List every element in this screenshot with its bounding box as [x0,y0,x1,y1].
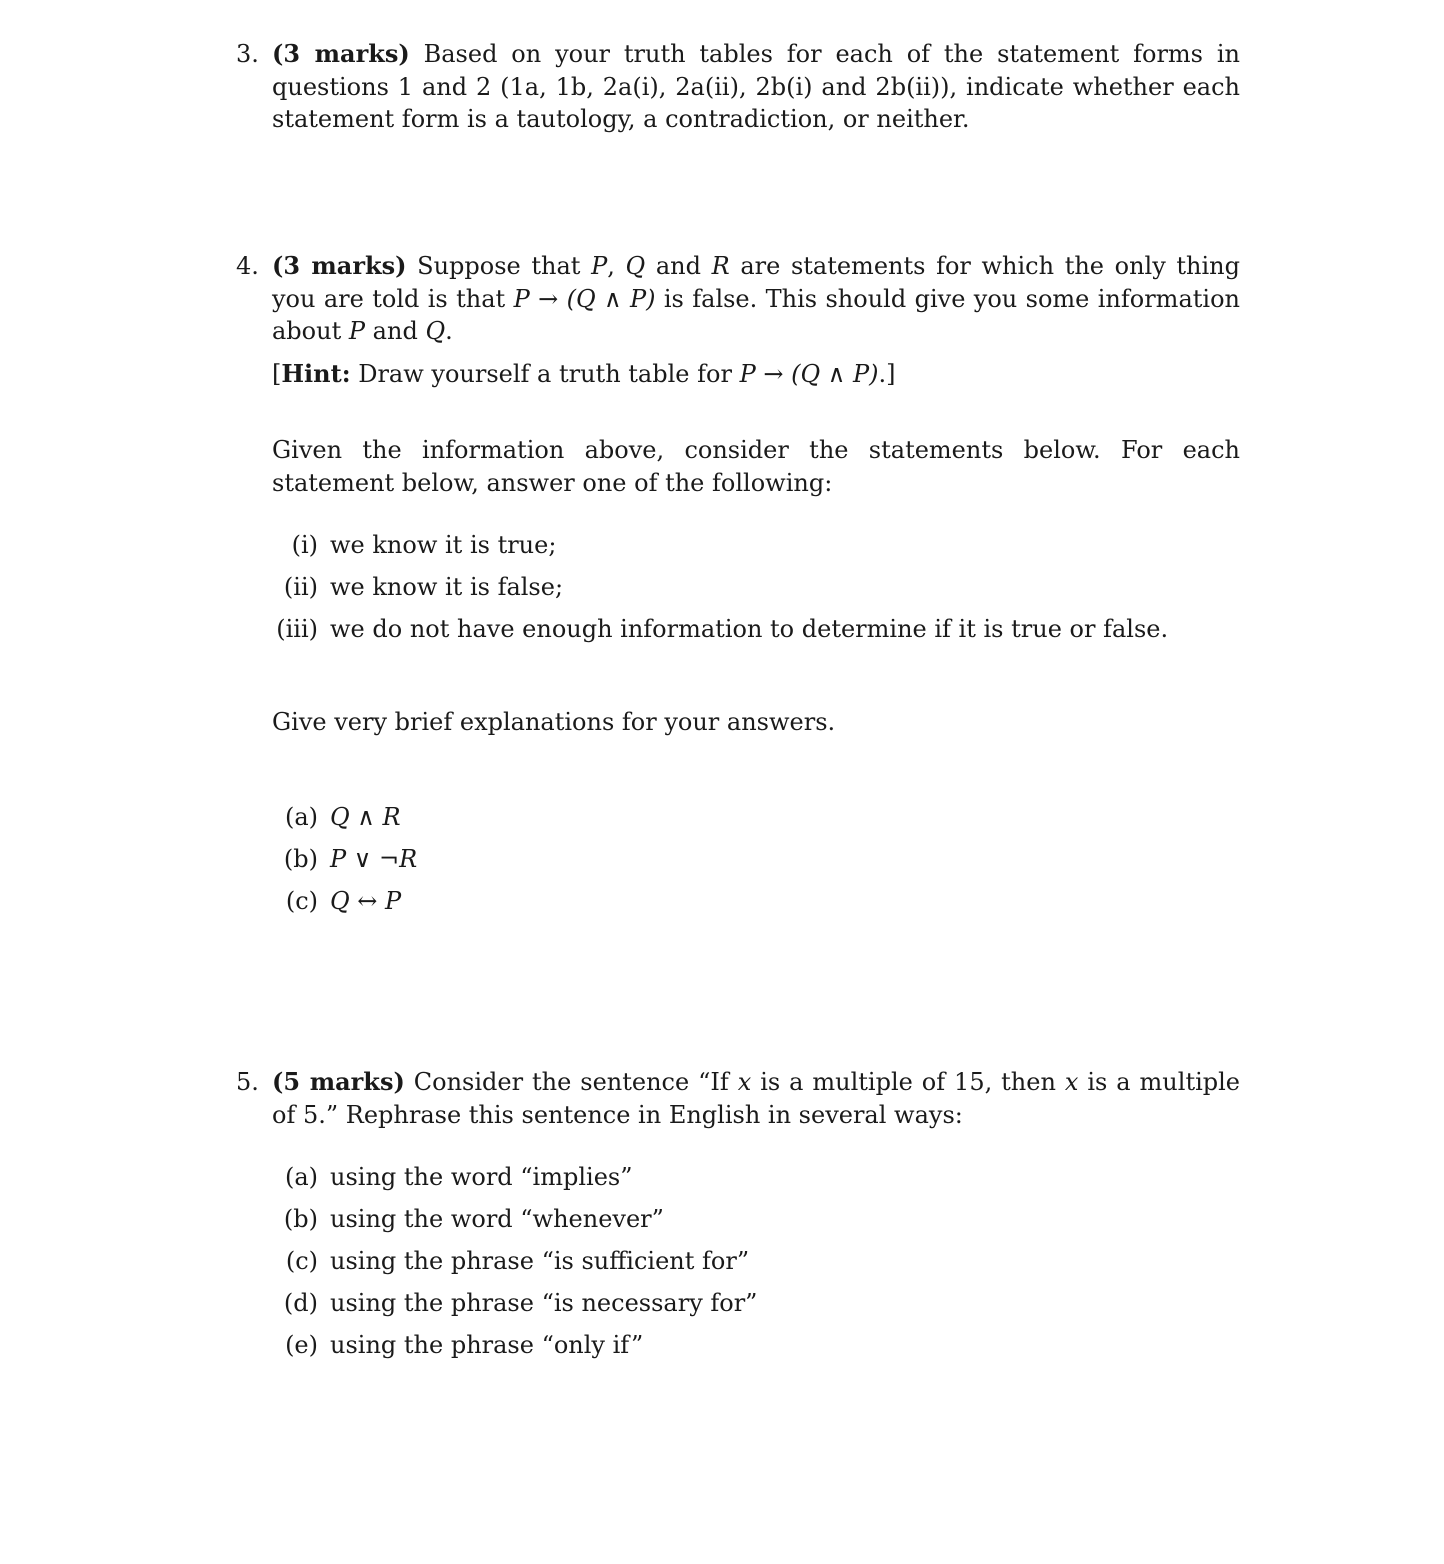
part-text: using the phrase “is sufficient for” [330,1247,750,1275]
question-text: Consider the sentence “If [413,1068,729,1096]
comma: , [607,252,615,280]
rephrase-item [272,1245,749,1277]
part-label: (b) [283,1205,318,1233]
option-text: we do not have enough information to determine if it is true or false. [330,615,1169,643]
option-label: (i) [291,531,318,559]
statement-label: (c) [285,887,318,915]
option-text: we know it is true; [330,531,557,559]
hint-text: Draw yourself a truth table for [358,360,732,388]
part-label: (d) [283,1289,318,1317]
and-word: and [372,317,418,345]
part-text: using the phrase “is necessary for” [330,1289,758,1317]
question-number: 3. [236,40,259,68]
option-text: we know it is false; [330,573,564,601]
statement-formula: Q ↔ P [330,887,402,915]
part-label: (c) [285,1247,318,1275]
question-text: is a multiple of 15, then [760,1068,1056,1096]
statement-label: (a) [284,803,318,831]
statement-label: (b) [283,845,318,873]
part-label: (a) [284,1163,318,1191]
question-body [272,1066,1240,1131]
var-q: Q [625,252,646,280]
rephrase-item [272,1203,664,1235]
part-text: using the word “implies” [330,1163,633,1191]
question-5 [236,1066,1240,1131]
rephrase-item [272,1161,633,1193]
hint-label: Hint: [281,359,351,388]
question-3 [236,38,1240,136]
part-label: (e) [285,1331,318,1359]
and-word: and [655,252,701,280]
question-body [272,38,1240,136]
marks-label: (3 marks) [272,251,407,280]
question-4 [236,250,1240,348]
part-text: using the word “whenever” [330,1205,664,1233]
var-q: Q [425,317,446,345]
period: . [445,317,453,345]
hint [272,358,1240,391]
question-body [272,250,1240,348]
intro-text: are statements for which the only thing you are told is that [272,252,1240,313]
var-x: x [737,1068,752,1096]
var-p: P [591,252,608,280]
option-label: (ii) [283,573,318,601]
intro-text: is false. This should give you some information about [272,284,1240,345]
statement-item [272,843,417,875]
hint-open-bracket: [ [272,360,282,388]
hint-close: .] [878,360,896,388]
explain-paragraph: Give very brief explanations for your answers. [272,708,836,736]
question-number: 4. [236,252,259,280]
marks-label: (5 marks) [272,1067,405,1096]
marks-label: (3 marks) [272,39,410,68]
statement-formula: Q ∧ R [330,803,401,831]
intro-text: Suppose that [417,252,581,280]
implication-formula: P → (Q ∧ P) [513,284,656,313]
question-text: Based on your truth tables for each of the statement forms in questions 1 and 2 (1a, 1b, 2a(i), 2a(ii), 2b(i) and 2b(ii)), indicate whether each statement form is a tautology, a contradiction, or neither. [272,40,1240,133]
answer-option [272,529,556,561]
statement-item [272,885,401,917]
statement-formula: P ∨ ¬R [330,845,418,873]
answer-option [272,613,1168,645]
var-r: R [711,252,730,280]
answer-option [272,571,563,603]
hint-formula: P → (Q ∧ P) [739,360,879,388]
rephrase-item [272,1329,643,1361]
question-text: is a multiple of 5.” Rephrase this sentence in English in several ways: [272,1068,1241,1129]
var-p: P [348,317,366,345]
given-paragraph: Given the information above, consider the statements below. For each statement below, answer one of the following: [272,436,1240,497]
var-x: x [1064,1068,1079,1096]
statement-item [272,801,401,833]
option-label: (iii) [276,615,318,643]
rephrase-item [272,1287,757,1319]
part-text: using the phrase “only if” [330,1331,644,1359]
question-number: 5. [236,1068,259,1096]
